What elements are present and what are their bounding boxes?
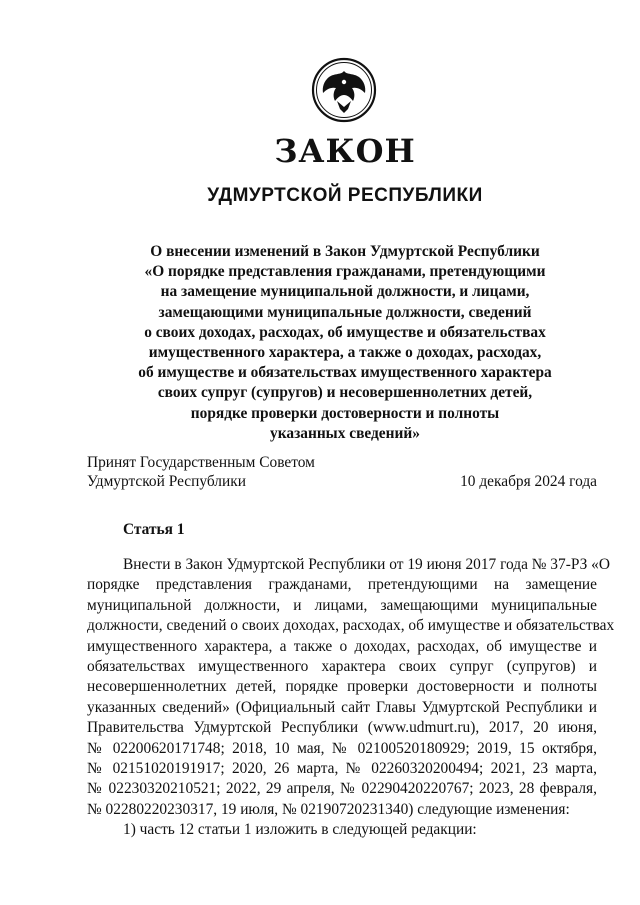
paragraph-line: обязательствах имущественного характера своих супруг (супругов) и <box>87 658 597 676</box>
amendment-item: 1) часть 12 статьи 1 изложить в следующей редакции: <box>123 821 477 839</box>
article-body <box>87 555 615 841</box>
paragraph-line: № 02200620171748; 2018, 10 мая, № 02100520180929; 2019, 15 октября, <box>87 739 597 757</box>
subject-line: об имуществе и обязательствах имущественного характера <box>138 364 552 382</box>
subject-line: О внесении изменений в Закон Удмуртской Республики <box>150 243 540 260</box>
subject-line: указанных сведений» <box>270 424 420 442</box>
paragraph-line: муниципальной должности, и лицами, замещающими муниципальные <box>87 596 597 614</box>
paragraph-line: Правительства Удмуртской Республики (www.udmurt.ru), 2017, 20 июня, <box>87 719 597 737</box>
adoption-authority <box>87 453 315 491</box>
paragraph-line: должности, сведений о своих доходах, расходах, об имуществе и обязательствах <box>87 617 615 635</box>
subject-line: имущественного характера, а также о доходах, расходах, <box>148 344 542 362</box>
document-title: ЗАКОН <box>274 132 416 170</box>
subject-line: своих супруг (супругов) и несовершеннолетних детей, <box>157 384 533 402</box>
subject-line: «О порядке представления гражданами, претендующими <box>144 263 546 281</box>
law-subject <box>80 242 610 444</box>
udmurtia-coat-of-arms-icon <box>311 57 377 123</box>
paragraph-line: порядке представления гражданами, претендующими на замещение <box>87 576 597 594</box>
paragraph-line: Внести в Закон Удмуртской Республики от 19 июня 2017 года № 37-РЗ «О <box>123 556 610 573</box>
adoption-date: 10 декабря 2024 года <box>460 473 597 490</box>
paragraph-line: № 02280220230317, 19 июля, № 02190720231340) следующие изменения: <box>87 800 570 818</box>
paragraph-line: имущественного характера, а также о доходах, расходах, об имуществе и <box>87 637 597 655</box>
paragraph-line: № 02151020191917; 2020, 26 марта, № 02260320200494; 2021, 23 марта, <box>87 760 597 778</box>
paragraph-line: указанных сведений» (Официальный сайт Главы Удмуртской Республики и <box>87 698 597 716</box>
subject-line: порядке проверки достоверности и полноты <box>190 404 500 422</box>
subject-line: замещающими муниципальные должности, сведений <box>158 303 532 321</box>
adoption-line: Принят Государственным Советом <box>87 454 315 471</box>
article-heading: Статья 1 <box>123 521 185 538</box>
adoption-line: Удмуртской Республики <box>87 473 246 490</box>
subject-line: о своих доходах, расходах, об имуществе и обязательствах <box>144 323 546 341</box>
paragraph-line: несовершеннолетних детей, порядке проверки достоверности и полноты <box>87 678 597 696</box>
paragraph-line: № 02230320210521; 2022, 29 апреля, № 02290420220767; 2023, 28 февраля, <box>87 780 597 798</box>
document-subtitle: УДМУРТСКОЙ РЕСПУБЛИКИ <box>207 185 483 206</box>
subject-line: на замещение муниципальной должности, и лицами, <box>160 283 530 301</box>
